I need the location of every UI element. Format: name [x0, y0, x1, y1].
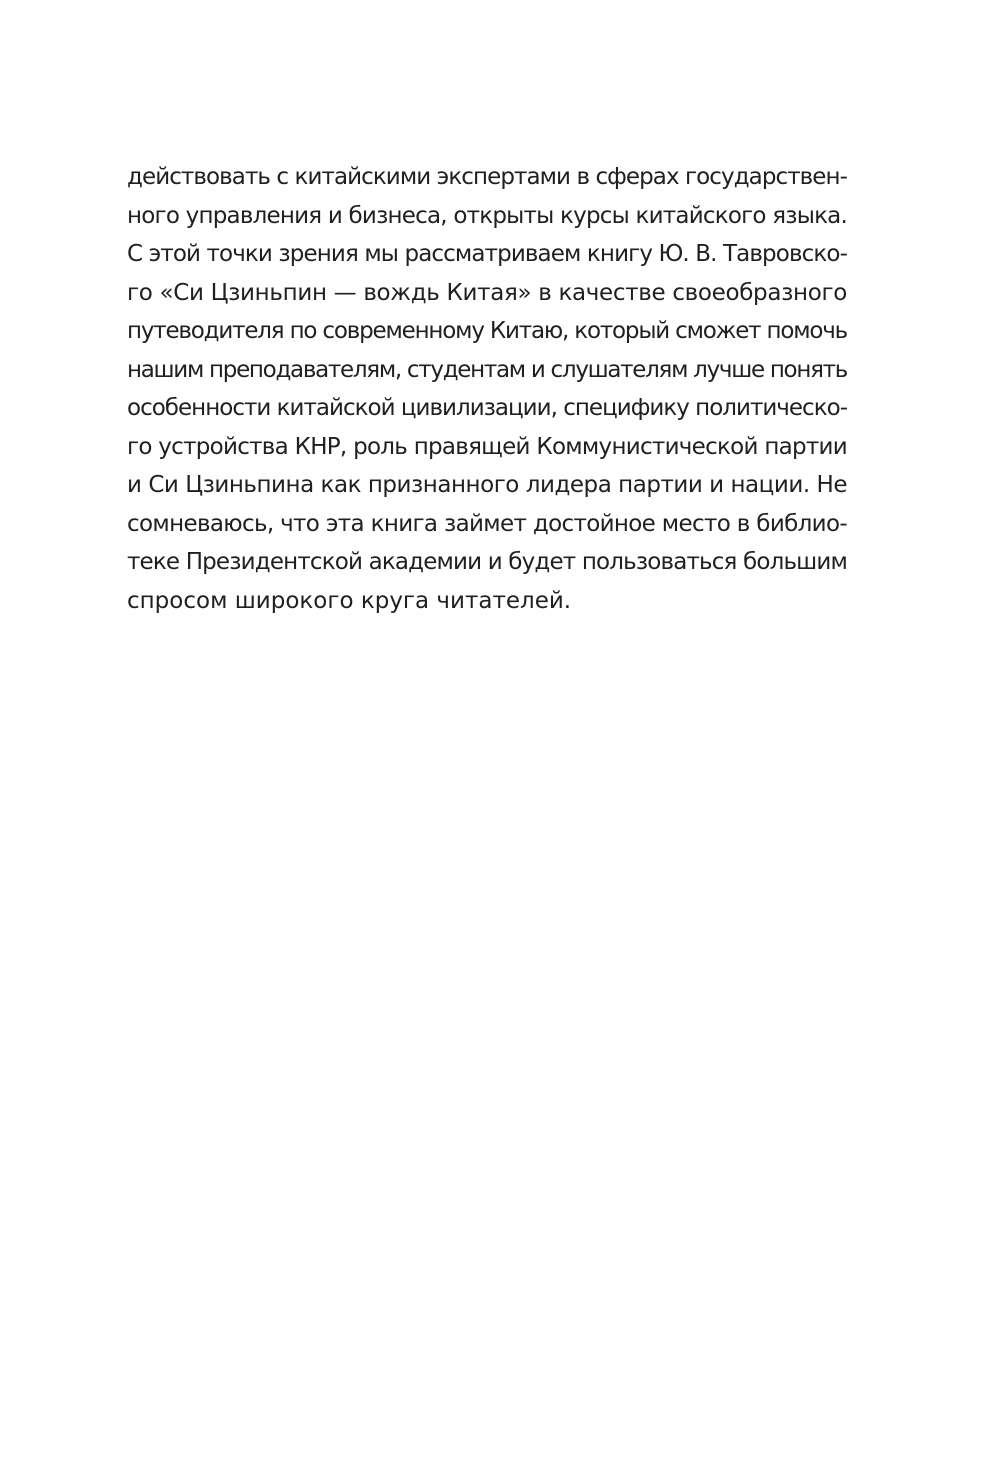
text-line-6: нашим преподавателям, студентам и слушателям лучше понять [127, 356, 847, 383]
text-line-2: ного управления и бизнеса, открыты курсы китайского языка. [127, 202, 847, 229]
text-line-4: го «Си Цзиньпин — вождь Китая» в качестве своеобразного [127, 279, 847, 306]
text-line-11: теке Президентской академии и будет пользоваться большим [127, 549, 848, 575]
text-line-1: действовать с китайскими экспертами в сферах государствен- [127, 164, 847, 190]
text-line-9: и Си Цзиньпина как признанного лидера партии и нации. Не [127, 472, 847, 498]
text-line-5: путеводителя по современному Китаю, который сможет помочь [127, 318, 847, 344]
text-line-3: С этой точки зрения мы рассматриваем книгу Ю. В. Тавровско- [127, 241, 847, 267]
text-line-7: особенности китайской цивилизации, специфику политическо- [127, 395, 847, 421]
text-line-8: го устройства КНР, роль правящей Коммунистической партии [127, 433, 847, 460]
body-paragraph [127, 158, 847, 620]
text-line-12: спросом широкого круга читателей. [127, 587, 572, 614]
text-line-10: сомневаюсь, что эта книга займет достойное место в библио- [127, 510, 847, 537]
